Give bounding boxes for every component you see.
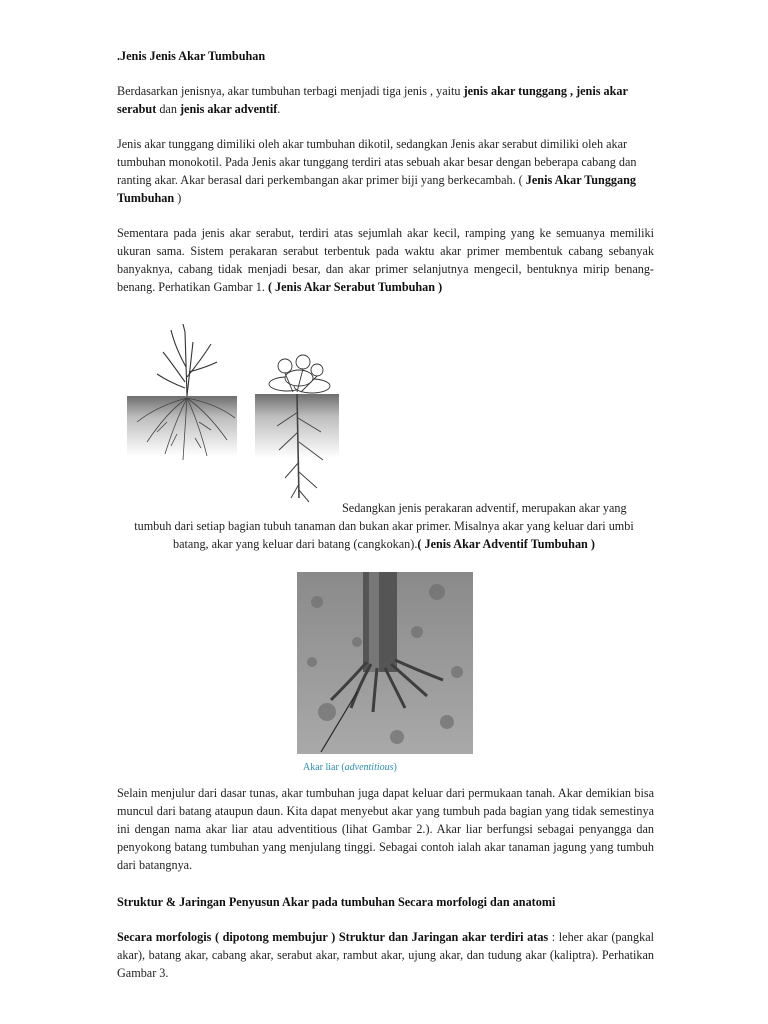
figure-caption: Akar liar (adventitious) [303,762,397,773]
section-title: .Jenis Jenis Akar Tumbuhan [117,49,266,63]
paragraph-intro: Berdasarkan jenisnya, akar tumbuhan terbagi menjadi tiga jenis , yaitu jenis akar tunggang , jenis akar serabut dan jenis akar adventif. [117,84,628,116]
corn-stalk [363,572,397,672]
monocot-plant [157,324,217,396]
soil-left [127,396,237,456]
root-types-illustration [127,322,339,504]
section-heading-struktur: Struktur & Jaringan Penyusun Akar pada tumbuhan Secara morfologi dan anatomi [117,895,556,909]
dicot-plant [269,355,330,393]
paragraph-morfologi: Secara morfologis ( dipotong membujur ) Struktur dan Jaringan akar terdiri atas : leher akar (pangkal akar), batang akar, cabang akar, serabut akar, rambut akar, ujung akar, dan tudung akar (kaliptra). Perhatikan Gambar 3. [117,930,654,980]
paragraph-akar-liar: Selain menjulur dari dasar tunas, akar tumbuhan juga dapat keluar dari permukaan tanah. Akar demikian bisa muncul dari batang ataupun daun. Kita dapat menyebut akar yang tumbuh pada bagian yang tidak semestinya ini dengan nama akar liar atau adventitious (lihat Gambar 2.). Akar liar berfungsi sebagai penyangga dan penyokong batang tumbuhan yang menjulang tinggi. Sebagai contoh ialah akar tanaman jagung yang tumbuh dari batangnya. [117,786,654,872]
paragraph-adventif-line1: Sedangkan jenis perakaran adventif, merupakan akar yang [342,501,627,515]
paragraph-adventif: tumbuh dari setiap bagian tubuh tanaman dan bukan akar primer. Misalnya akar yang keluar dari umbi batang, akar yang keluar dari batang (cangkokan).( Jenis Akar Adventif Tumbuhan ) [134,519,634,551]
adventitious-root-photo [297,572,473,754]
paragraph-akar-serabut: Sementara pada jenis akar serabut, terdiri atas sejumlah akar kecil, ramping yang ke semuanya memiliki ukuran sama. Sistem perakaran serabut terbentuk pada waktu akar primer membentuk cabang sebanyak banyaknya, cabang tidak menjadi besar, dan akar primer selanjutnya mengecil, bentuknya mirip benang-benang. Perhatikan Gambar 1. ( Jenis Akar Serabut Tumbuhan ) [117,226,654,294]
paragraph-akar-tunggang: Jenis akar tunggang dimiliki oleh akar tumbuhan dikotil, sedangkan Jenis akar serabut dimiliki oleh akar tumbuhan monokotil. Pada Jenis akar tunggang terdiri atas sebuah akar besar dengan beberapa cabang dan ranting akar. Akar berasal dari perkembangan akar primer biji yang berkecambah. ( Jenis Akar Tunggang Tumbuhan ) [117,137,637,205]
